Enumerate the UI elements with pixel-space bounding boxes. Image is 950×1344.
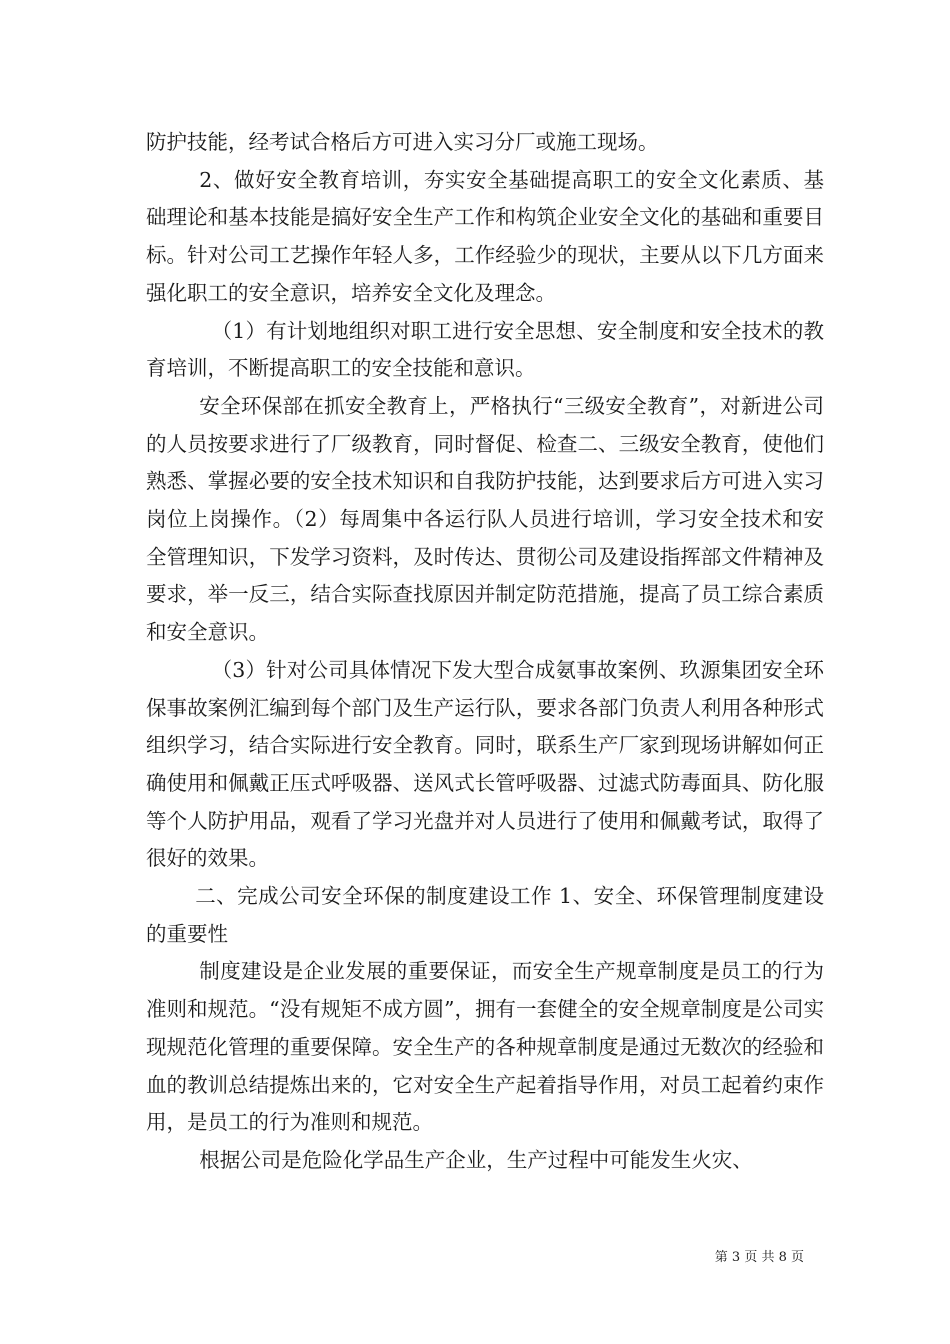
paragraph-7: 根据公司是危险化学品生产企业，生产过程中可能发生火灾、 [199,1147,753,1172]
page-number-footer: 第 3 页 共 8 页 [714,1250,804,1265]
paragraph-6: 制度建设是企业发展的重要保证，而安全生产规章制度是员工的行为准则和规范。“没有规矩不成方圆”，拥有一套健全的安全规章制度是公司实现规范化管理的重要保障。安全生产的各种规章制度是通过无数次的经验和血的教训总结提炼出来的，它对安全生产起着指导作用，对员工起着约束作用，是员工的行为准则和规范。 [146,959,824,1135]
paragraph-1: 防护技能，经考试合格后方可进入实习分厂或施工现场。 [146,130,659,154]
paragraph-5: （3）针对公司具体情况下发大型合成氨事故案例、玖源集团安全环保事故案例汇编到每个部门及生产运行队，要求各部门负责人利用各种形式组织学习，结合实际进行安全教育。同时，联系生产厂家到现场讲解如何正确使用和佩戴正压式呼吸器、送风式长管呼吸器、过滤式防毒面具、防化服等个人防护用品，观看了学习光盘并对人员进行了使用和佩戴考试，取得了很好的效果。 [146,657,824,871]
paragraph-2: 2、做好安全教育培训，夯实安全基础提高职工的安全文化素质、基础理论和基本技能是搞好安全生产工作和构筑企业安全文化的基础和重要目标。针对公司工艺操作年轻人多，工作经验少的现状，主要从以下几方面来强化职工的安全意识，培养安全文化及理念。 [146,167,824,305]
paragraph-4: 安全环保部在抓安全教育上，严格执行“三级安全教育”，对新进公司的人员按要求进行了厂级教育，同时督促、检查二、三级安全教育，使他们熟悉、掌握必要的安全技术知识和自我防护技能，达到要求后方可进入实习岗位上岗操作。（2）每周集中各运行队人员进行培训，学习安全技术和安全管理知识，下发学习资料，及时传达、贯彻公司及建设指挥部文件精神及要求，举一反三，结合实际查找原因并制定防范措施，提高了员工综合素质和安全意识。 [146,393,824,645]
paragraph-3: （1）有计划地组织对职工进行安全思想、安全制度和安全技术的教育培训，不断提高职工的安全技能和意识。 [146,318,824,381]
section-heading-2: 二、完成公司安全环保的制度建设工作 1、安全、环保管理制度建设的重要性 [146,884,824,946]
document-body [146,124,824,1180]
